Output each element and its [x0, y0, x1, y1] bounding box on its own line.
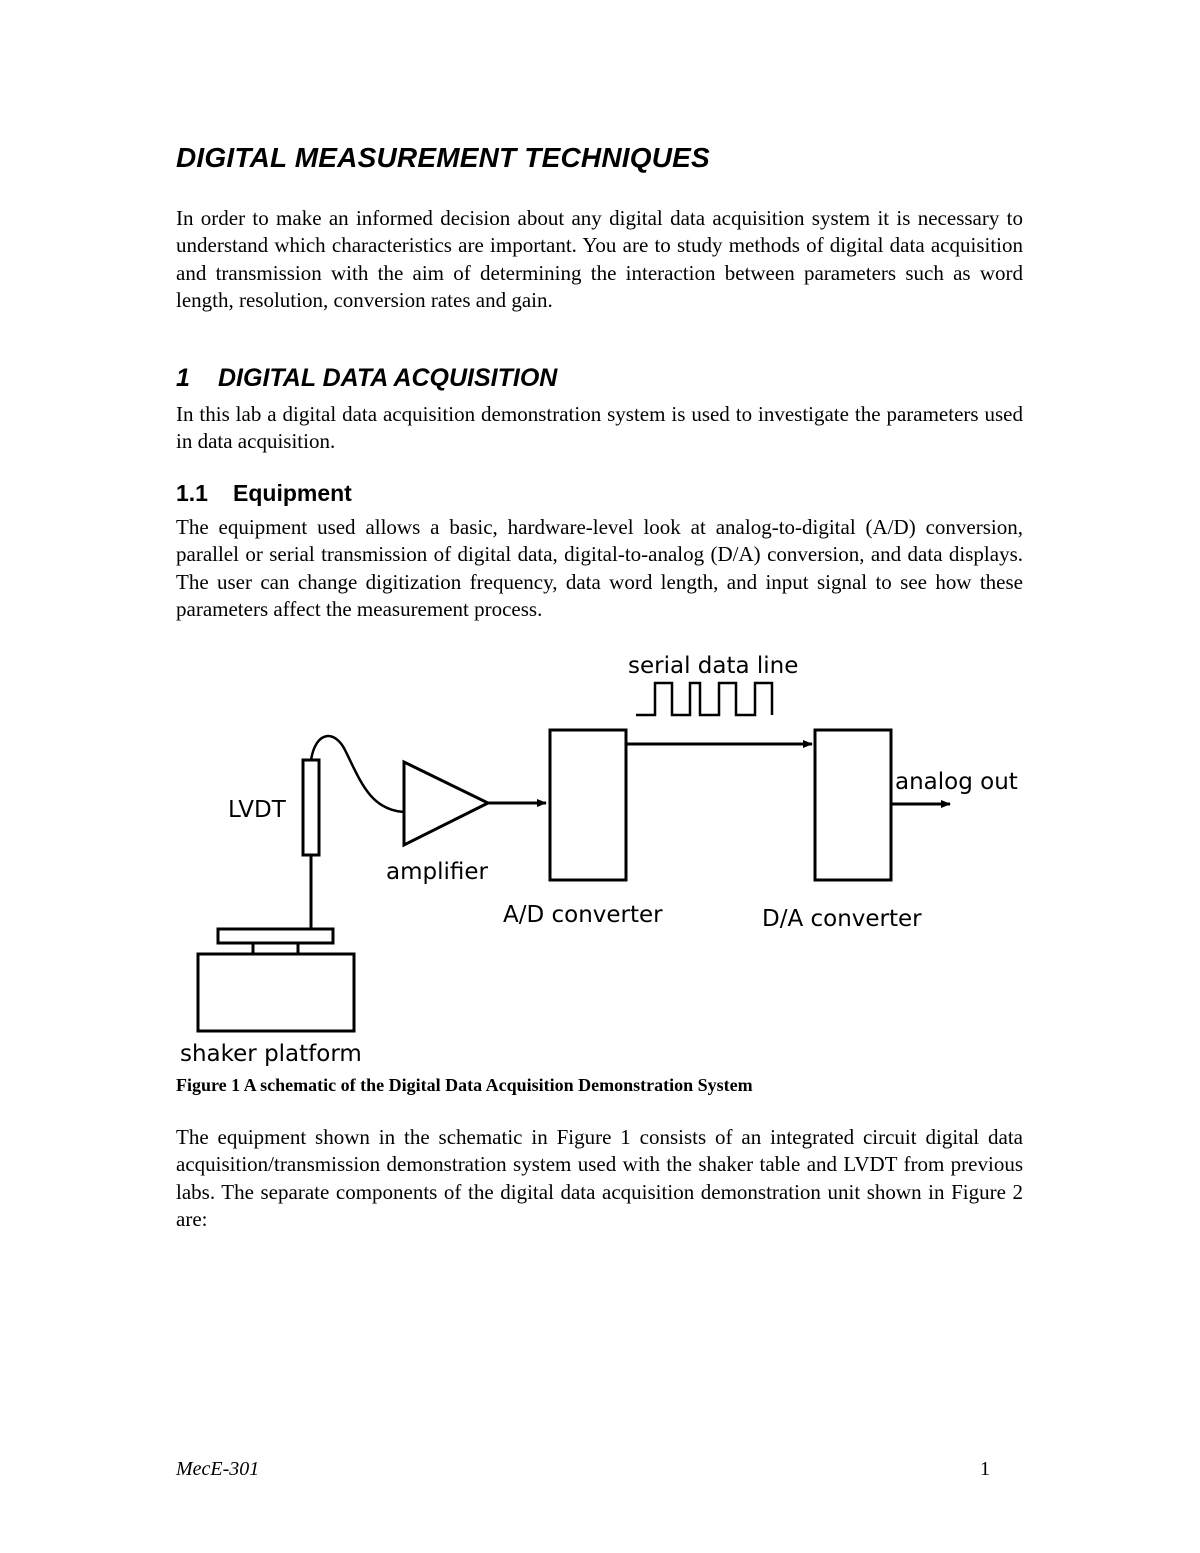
shaker-table-top [218, 929, 333, 943]
lvdt-label: LVDT [228, 797, 286, 823]
amplifier-symbol [404, 762, 488, 845]
lvdt-sensor [303, 760, 319, 855]
after-figure-paragraph: The equipment shown in the schematic in Figure 1 consists of an integrated circuit digital data acquisition/transmission demonstration system used with the shaker table and LVDT from previous labs. The separate components of the digital data acquisition demonstration unit shown in Figure 2 are: [176, 1125, 1023, 1231]
section-1-1-heading [176, 480, 352, 507]
section-1-1-title: Equipment [233, 480, 352, 506]
shaker-base [198, 954, 354, 1031]
amplifier-label: amplifier [386, 859, 488, 885]
footer-course: MecE-301 [176, 1458, 260, 1480]
ad-converter-label: A/D converter [503, 902, 663, 928]
da-converter-block [815, 730, 891, 880]
section-1-number: 1 [176, 364, 190, 392]
document-title: DIGITAL MEASUREMENT TECHNIQUES [176, 142, 710, 173]
intro-paragraph: In order to make an informed decision about any digital data acquisition system it is necessary to understand which characteristics are important. You are to study methods of digital data acquisition and transmission with the aim of determining the interaction between parameters such as word length, resolution, conversion rates and gain. [176, 206, 1023, 312]
analog-out-label: analog out [895, 769, 1018, 795]
ad-converter-block [550, 730, 626, 880]
section-1-heading [176, 364, 557, 393]
footer-page-number: 1 [980, 1458, 990, 1480]
serial-pulse-train [636, 683, 772, 715]
section-1-paragraph: In this lab a digital data acquisition demonstration system is used to investigate the parameters used in data acquisition. [176, 402, 1023, 454]
section-1-1-number: 1.1 [176, 480, 208, 506]
schematic-diagram [170, 640, 1040, 1080]
figure-caption: Figure 1 A schematic of the Digital Data Acquisition Demonstration System [176, 1075, 753, 1095]
shaker-platform-label: shaker platform [180, 1041, 362, 1067]
section-1-1-paragraph: The equipment used allows a basic, hardware-level look at analog-to-digital (A/D) conversion, parallel or serial transmission of digital data, digital-to-analog (D/A) conversion, and data displays. The user can change digitization frequency, data word length, and input signal to see how these parameters affect the measurement process. [176, 515, 1023, 621]
lvdt-cable [311, 736, 404, 812]
da-converter-label: D/A converter [762, 906, 922, 932]
serial-data-line-label: serial data line [628, 653, 799, 679]
section-1-title: DIGITAL DATA ACQUISITION [218, 364, 558, 392]
